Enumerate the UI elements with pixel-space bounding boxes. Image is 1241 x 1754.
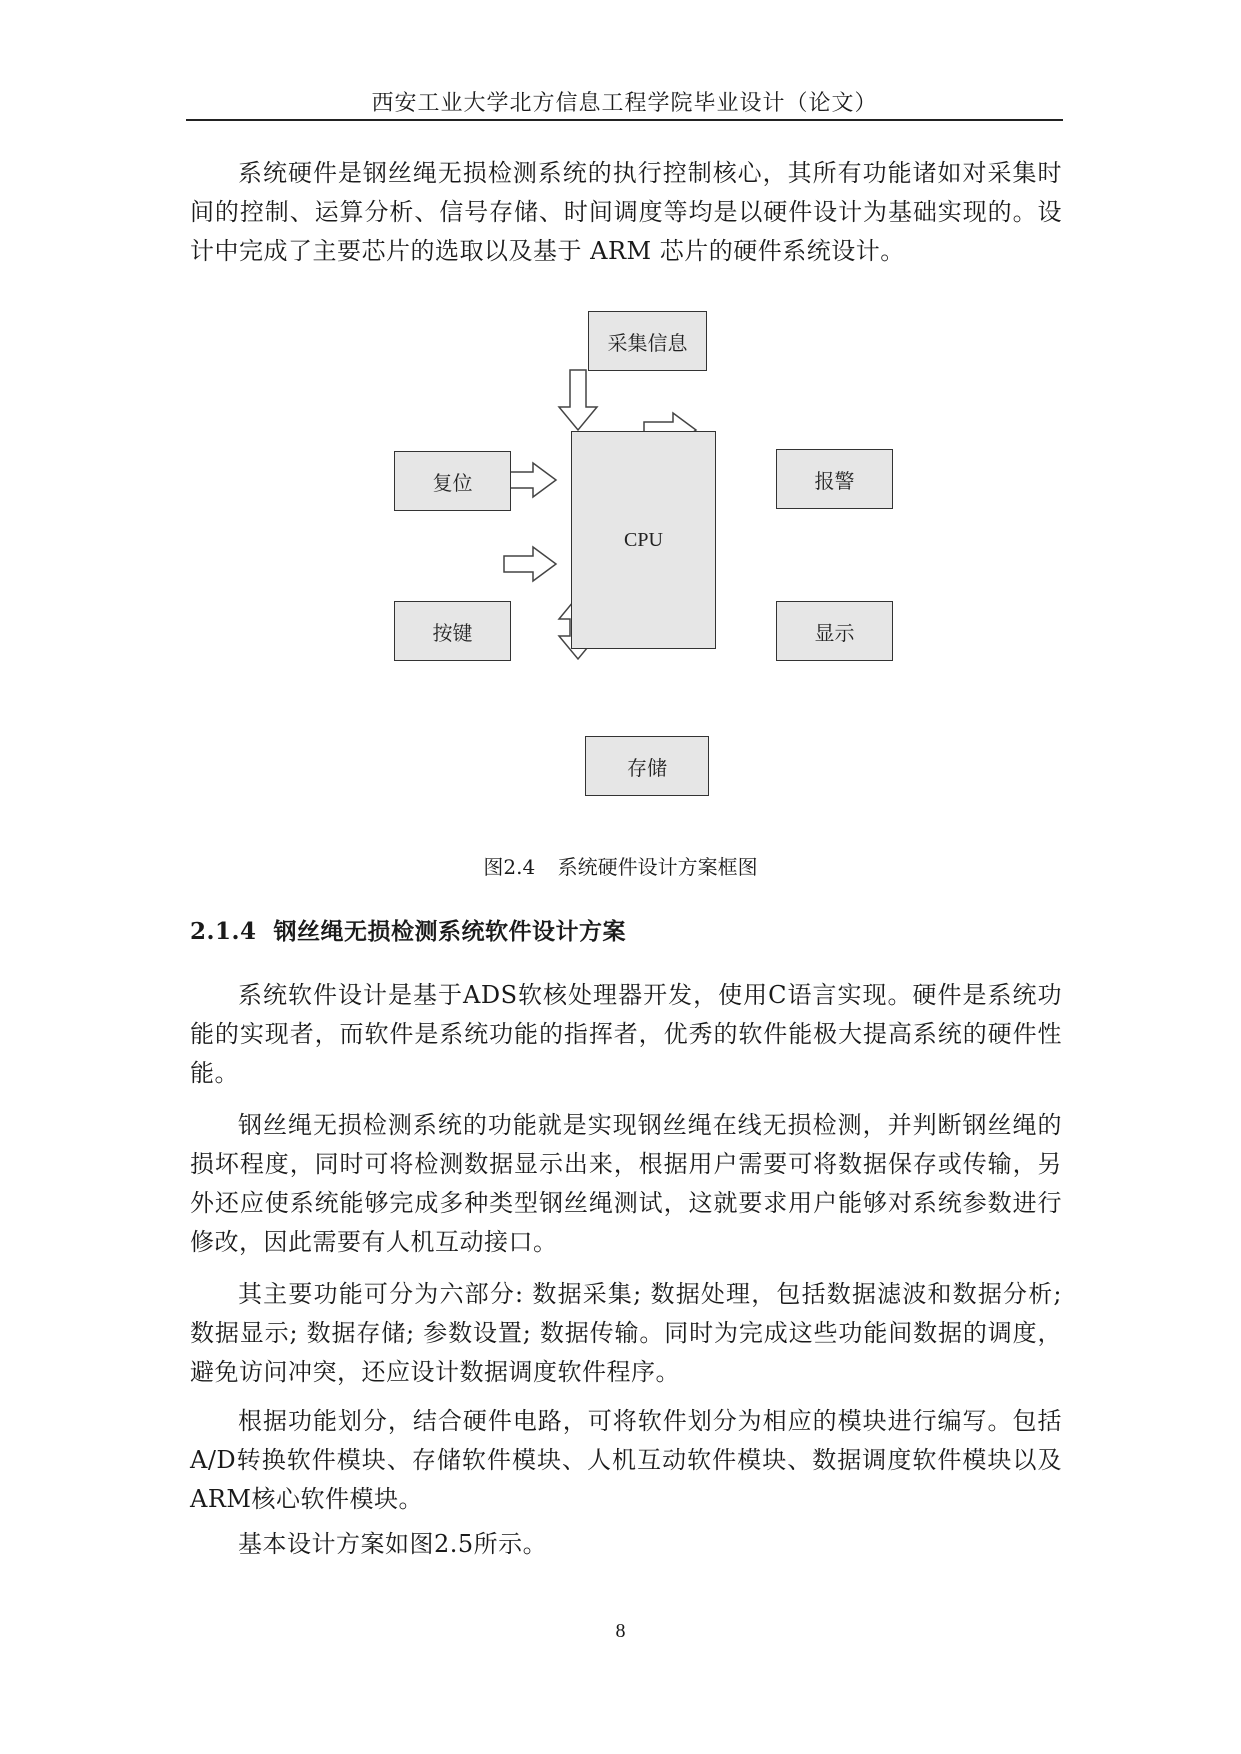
node-reset: 复位	[394, 451, 511, 511]
figure-caption-text: 系统硬件设计方案框图	[557, 855, 758, 879]
figure-number: 图2.4	[483, 855, 536, 879]
body-paragraph-3: 其主要功能可分为六部分: 数据采集; 数据处理，包括数据滤波和数据分析; 数据显示; 数据存储; 参数设置; 数据传输。同时为完成这些功能间数据的调度，避免访问冲突，还应设计数据调度软件程序。	[190, 1280, 1062, 1386]
node-keys: 按键	[394, 601, 511, 661]
arrow-reset-to-cpu	[504, 463, 556, 497]
node-collect-info: 采集信息	[588, 311, 707, 371]
page-number: 8	[615, 1620, 626, 1642]
hardware-block-diagram	[380, 300, 920, 820]
intro-paragraph: 系统硬件是钢丝绳无损检测系统的执行控制核心，其所有功能诸如对采集时间的控制、运算分析、信号存储、时间调度等均是以硬件设计为基础实现的。设计中完成了主要芯片的选取以及基于 ARM 芯片的硬件系统设计。	[190, 159, 1062, 265]
body-paragraph-1: 系统软件设计是基于ADS软核处理器开发，使用C语言实现。硬件是系统功能的实现者，而软件是系统功能的指挥者，优秀的软件能极大提高系统的硬件性能。	[190, 981, 1062, 1087]
body-paragraph-5: 基本设计方案如图2.5所示。	[238, 1530, 548, 1558]
running-header: 西安工业大学北方信息工程学院毕业设计（论文）	[371, 91, 878, 116]
section-title: 钢丝绳无损检测系统软件设计方案	[273, 918, 627, 945]
body-paragraph-4: 根据功能划分，结合硬件电路，可将软件划分为相应的模块进行编写。包括A/D转换软件模块、存储软件模块、人机互动软件模块、数据调度软件模块以及ARM核心软件模块。	[190, 1407, 1062, 1513]
arrow-keys-to-cpu	[504, 547, 556, 581]
node-alarm: 报警	[776, 449, 893, 509]
node-display: 显示	[776, 601, 893, 661]
figure-caption	[0, 851, 1241, 880]
body-paragraph-2: 钢丝绳无损检测系统的功能就是实现钢丝绳在线无损检测，并判断钢丝绳的损坏程度，同时可将检测数据显示出来，根据用户需要可将数据保存或传输，另外还应使系统能够完成多种类型钢丝绳测试，这就要求用户能够对系统参数进行修改，因此需要有人机互动接口。	[190, 1111, 1062, 1256]
section-number: 2.1.4	[190, 918, 257, 945]
section-heading	[190, 913, 626, 946]
header-rule	[186, 119, 1063, 121]
node-cpu: CPU	[571, 431, 716, 649]
arrow-collect-to-cpu	[559, 370, 597, 430]
node-storage: 存储	[585, 736, 709, 796]
